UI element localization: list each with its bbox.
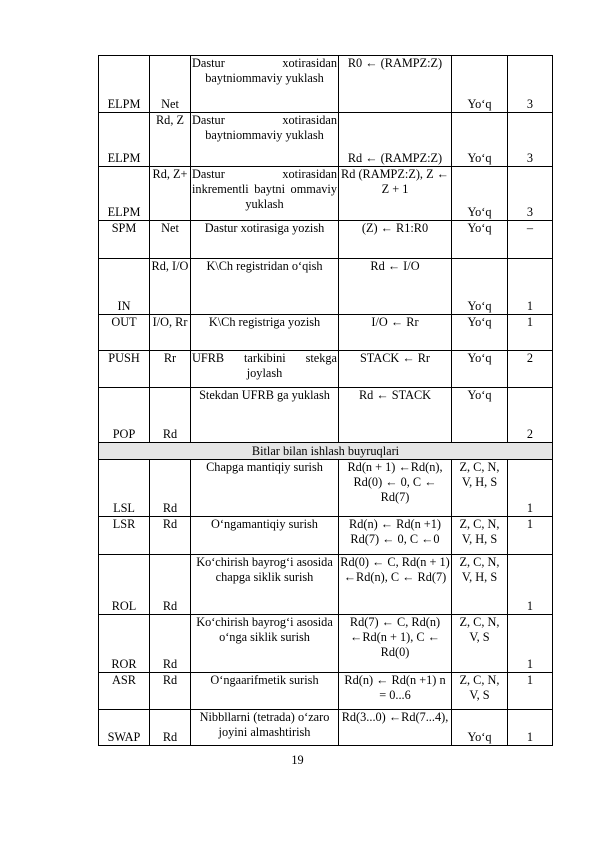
table-row: [99, 710, 553, 746]
operation-cell: Rd(n) ← Rd(n +1) n = 0...6: [339, 673, 452, 710]
description-cell: O‘ngaarifmetik surish: [191, 673, 339, 710]
description-cell: Stekdan UFRB ga yuklash: [191, 388, 339, 443]
clocks-cell: 1: [508, 460, 553, 517]
description-cell: Ko‘chirish bayrog‘i asosida o‘nga siklik surish: [191, 615, 339, 673]
description-cell: Dastur xotirasiga yozish: [191, 221, 339, 259]
mnemonic-cell: OUT: [99, 315, 150, 351]
operands-cell: Rd: [150, 555, 191, 615]
operands-cell: Net: [150, 221, 191, 259]
description-cell: K\Ch registriga yozish: [191, 315, 339, 351]
mnemonic-cell: POP: [99, 388, 150, 443]
description-cell: Chapga mantiqiy surish: [191, 460, 339, 517]
description-cell: Dastur xotirasidan baytniommaviy yuklash: [191, 113, 339, 167]
description-cell: Dastur xotirasidan baytniommaviy yuklash: [191, 56, 339, 113]
mnemonic-cell: ASR: [99, 673, 150, 710]
clocks-cell: 3: [508, 167, 553, 221]
table-row: [99, 555, 553, 615]
clocks-cell: 3: [508, 113, 553, 167]
flags-cell: Yo‘q: [452, 113, 508, 167]
mnemonic-cell: SWAP: [99, 710, 150, 746]
description-cell: Nibbllarni (tetrada) o‘zaro joyini almashtirish: [191, 710, 339, 746]
clocks-cell: 1: [508, 517, 553, 555]
mnemonic-cell: SPM: [99, 221, 150, 259]
section-header-row: [99, 443, 553, 460]
table-row: [99, 315, 553, 351]
mnemonic-cell: PUSH: [99, 351, 150, 388]
operation-cell: Rd(0) ← C, Rd(n + 1) ←Rd(n), C ← Rd(7): [339, 555, 452, 615]
mnemonic-cell: ELPM: [99, 56, 150, 113]
flags-cell: Z, C, N, V, H, S: [452, 517, 508, 555]
mnemonic-cell: ROR: [99, 615, 150, 673]
operation-cell: Rd ← STACK: [339, 388, 452, 443]
operands-cell: Rd: [150, 517, 191, 555]
clocks-cell: 1: [508, 710, 553, 746]
operation-cell: Rd ← I/O: [339, 259, 452, 315]
operation-cell: Rd(3...0) ←Rd(7...4),: [339, 710, 452, 746]
clocks-cell: 1: [508, 259, 553, 315]
operands-cell: Rd: [150, 388, 191, 443]
mnemonic-cell: LSL: [99, 460, 150, 517]
description-cell: O‘ngamantiqiy surish: [191, 517, 339, 555]
table-row: [99, 388, 553, 443]
mnemonic-cell: ELPM: [99, 113, 150, 167]
operands-cell: Rd, Z: [150, 113, 191, 167]
table-row: [99, 615, 553, 673]
clocks-cell: 1: [508, 315, 553, 351]
operation-cell: Rd ← (RAMPZ:Z): [339, 113, 452, 167]
flags-cell: Yo‘q: [452, 388, 508, 443]
operands-cell: Rd: [150, 460, 191, 517]
table-row: [99, 460, 553, 517]
instruction-table: [98, 55, 553, 746]
mnemonic-cell: ROL: [99, 555, 150, 615]
mnemonic-cell: ELPM: [99, 167, 150, 221]
operation-cell: Rd(n) ← Rd(n +1) Rd(7) ← 0, C ←0: [339, 517, 452, 555]
operands-cell: I/O, Rr: [150, 315, 191, 351]
clocks-cell: –: [508, 221, 553, 259]
table-row: [99, 517, 553, 555]
operation-cell: STACK ← Rr: [339, 351, 452, 388]
flags-cell: Yo‘q: [452, 710, 508, 746]
table-row: [99, 259, 553, 315]
table-row: [99, 113, 553, 167]
table-row: [99, 351, 553, 388]
clocks-cell: 1: [508, 555, 553, 615]
mnemonic-cell: IN: [99, 259, 150, 315]
operation-cell: Rd(n + 1) ←Rd(n), Rd(0) ← 0, C ← Rd(7): [339, 460, 452, 517]
page-number: 19: [291, 753, 304, 767]
flags-cell: Yo‘q: [452, 167, 508, 221]
flags-cell: Yo‘q: [452, 221, 508, 259]
operation-cell: Rd (RAMPZ:Z), Z ← Z + 1: [339, 167, 452, 221]
table-row: [99, 673, 553, 710]
operation-cell: Rd(7) ← C, Rd(n) ←Rd(n + 1), C ← Rd(0): [339, 615, 452, 673]
table-row: [99, 56, 553, 113]
operation-cell: (Z) ← R1:R0: [339, 221, 452, 259]
flags-cell: Yo‘q: [452, 259, 508, 315]
section-title: Bitlar bilan ishlash buyruqlari: [99, 443, 553, 460]
clocks-cell: 3: [508, 56, 553, 113]
description-cell: Dastur xotirasidan inkrementli baytni ommaviy yuklash: [191, 167, 339, 221]
operands-cell: Rr: [150, 351, 191, 388]
clocks-cell: 1: [508, 673, 553, 710]
operands-cell: Rd: [150, 615, 191, 673]
flags-cell: Z, C, N, V, H, S: [452, 460, 508, 517]
clocks-cell: 1: [508, 615, 553, 673]
flags-cell: Z, C, N, V, S: [452, 673, 508, 710]
description-cell: K\Ch registridan o‘qish: [191, 259, 339, 315]
table-row: [99, 167, 553, 221]
flags-cell: Z, C, N, V, H, S: [452, 555, 508, 615]
table-row: [99, 221, 553, 259]
description-cell: Ko‘chirish bayrog‘i asosida chapga siklik surish: [191, 555, 339, 615]
operands-cell: Rd: [150, 673, 191, 710]
mnemonic-cell: LSR: [99, 517, 150, 555]
flags-cell: Z, C, N, V, S: [452, 615, 508, 673]
flags-cell: Yo‘q: [452, 56, 508, 113]
clocks-cell: 2: [508, 351, 553, 388]
clocks-cell: 2: [508, 388, 553, 443]
operands-cell: Rd, I/O: [150, 259, 191, 315]
flags-cell: Yo‘q: [452, 351, 508, 388]
description-cell: UFRB tarkibini stekga joylash: [191, 351, 339, 388]
operands-cell: Rd: [150, 710, 191, 746]
operation-cell: R0 ← (RAMPZ:Z): [339, 56, 452, 113]
flags-cell: Yo‘q: [452, 315, 508, 351]
operation-cell: I/O ← Rr: [339, 315, 452, 351]
operands-cell: Rd, Z+: [150, 167, 191, 221]
operands-cell: Net: [150, 56, 191, 113]
